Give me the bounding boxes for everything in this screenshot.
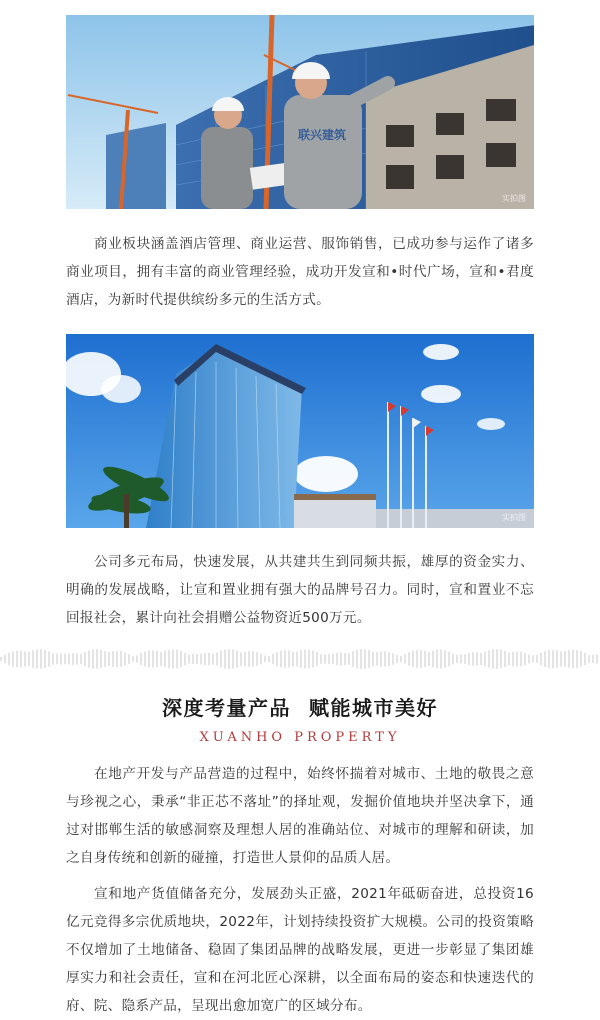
investment-paragraph: 宣和地产货值储备充分，发展劲头正盛，2021年砥砺奋进，总投资16亿元竞得多宗优质地块，2022年，计划持续投资扩大规模。公司的投资策略不仅增加了土地储备、稳固了集团品牌的战略发展，更进一步彰显了集团雄厚实力和社会责任，宣和在河北匠心深耕，以全面布局的姿态和快速迭代的府、院、隐系产品，呈现出愈加宽广的区域分布。 [66, 886, 534, 1014]
business-paragraph: 商业板块涵盖酒店管理、商业运营、服饰销售，已成功参与运作了诸多商业项目，拥有丰富的商业管理经验，成功开发宣和•时代广场，宣和•君度酒店，为新时代提供缤纷多元的生活方式。 [66, 236, 534, 308]
vest-logo: 联兴建筑 [298, 128, 347, 142]
section-subtitle: XUANHO PROPERTY [199, 730, 401, 745]
construction-photo-illustration [66, 15, 534, 209]
product-paragraph: 在地产开发与产品营造的过程中，始终怀揣着对城市、土地的敬畏之意与珍视之心，秉承“非正芯不落址”的择址观，发掘价值地块并坚决拿下，通过对邯郸生活的敏感洞察及理想人居的准确站位、对城市的理解和研读，加之自身传统和创新的碰撞，打造世人景仰的品质人居。 [66, 766, 534, 866]
hotel-photo-illustration [66, 334, 534, 528]
section-title-part1: 深度考量产品 [162, 696, 291, 720]
construction-photo [66, 15, 534, 209]
photo1-caption: 实拍图 [502, 194, 526, 203]
hotel-photo [66, 334, 534, 528]
wave-divider [0, 643, 600, 675]
section-title [0, 692, 600, 721]
layout-paragraph: 公司多元布局，快速发展，从共建共生到同频共振，雄厚的资金实力、明确的发展战略，让宣和置业拥有强大的品牌号召力。同时，宣和置业不忘回报社会，累计向社会捐赠公益物资近500万元。 [66, 554, 534, 626]
photo2-caption: 实拍图 [502, 513, 526, 522]
section-title-part2: 赋能城市美好 [309, 696, 438, 720]
